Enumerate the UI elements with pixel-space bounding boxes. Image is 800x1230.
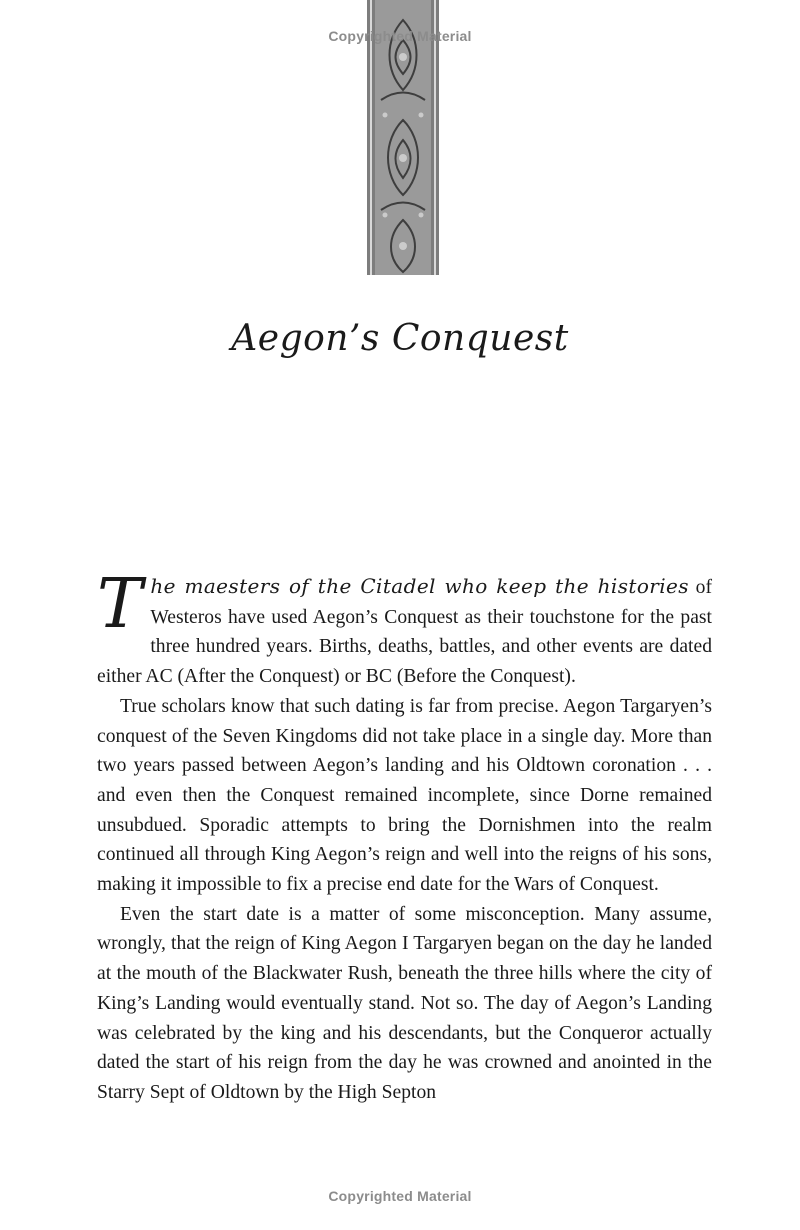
paragraph-1-text: of Westeros have used Aegon’s Conquest as their touchstone for the past three hundred years. Births, deaths, battles, and other events are dated either AC (After the Conquest) or BC (Before the Conquest). <box>97 577 712 688</box>
lead-in-text: he maesters of the Citadel who keep the histories <box>150 574 689 598</box>
body-text <box>97 565 712 1108</box>
copyright-watermark-top: Copyrighted Material <box>328 28 472 44</box>
drop-cap: T <box>97 565 143 644</box>
chapter-title: Aegon’s Conquest <box>231 318 569 359</box>
paragraph-1 <box>97 565 712 692</box>
paragraph-2: True scholars know that such dating is far from precise. Aegon Targaryen’s conquest of the Seven Kingdoms did not take place in a single day. More than two years passed between Aegon’s landing and his Oldtown coronation . . . and even then the Conquest remained incomplete, since Dorne remained unsubdued. Sporadic attempts to bring the Dornishmen into the realm continued all through King Aegon’s reign and well into the reigns of his sons, making it impossible to fix a precise end date for the Wars of Conquest. <box>97 695 712 896</box>
copyright-watermark-bottom: Copyrighted Material <box>328 1188 472 1204</box>
paragraph-3: Even the start date is a matter of some misconception. Many assume, wrongly, that the reign of King Aegon I Targaryen began on the day he landed at the mouth of the Blackwater Rush, beneath the three hills where the city of King’s Landing would eventually stand. Not so. The day of Aegon’s Landing was celebrated by the king and his descendants, but the Conqueror actually dated the start of his reign from the day he was crowned and anointed in the Starry Sept of Oldtown by the High Septon <box>97 903 712 1103</box>
